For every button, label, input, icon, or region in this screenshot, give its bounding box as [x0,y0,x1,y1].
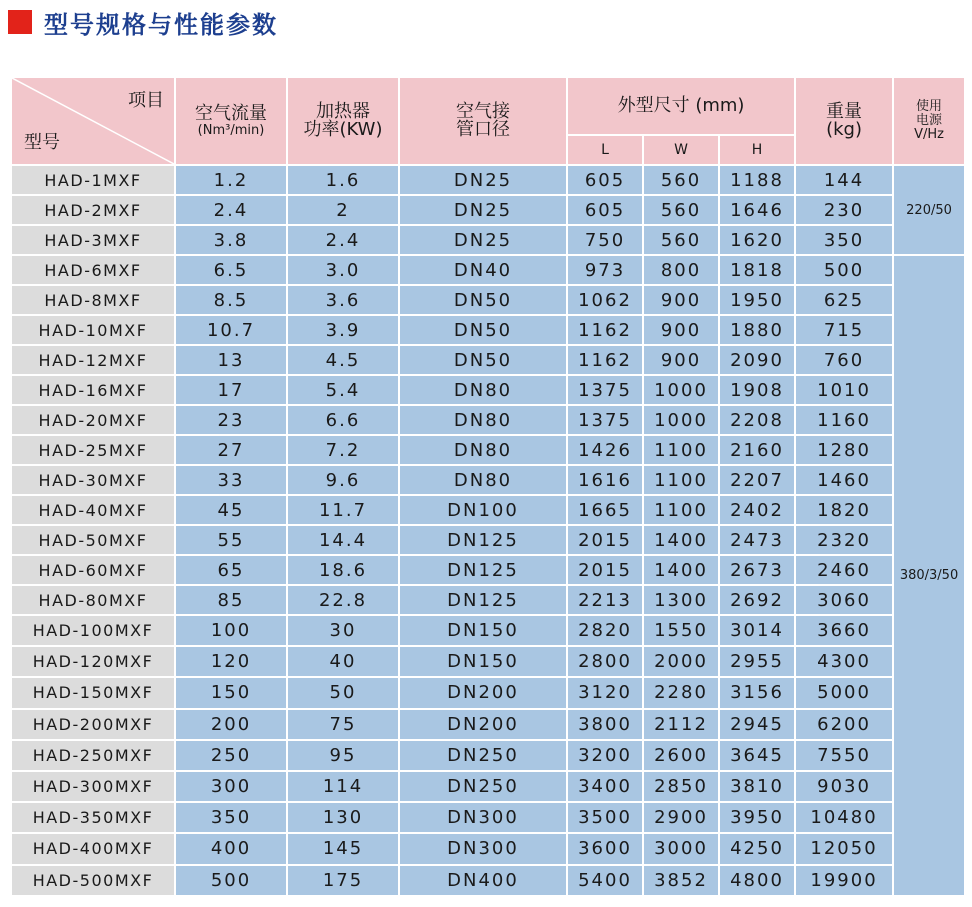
power-cell: 18.6 [288,556,398,584]
airflow-cell: 17 [176,376,286,404]
length-cell: 1375 [568,376,642,404]
height-cell: 3810 [720,772,794,801]
length-cell: 1665 [568,496,642,524]
height-cell: 2945 [720,710,794,739]
model-cell: HAD-100MXF [12,616,174,645]
pipe-cell: DN25 [400,196,566,224]
model-cell: HAD-25MXF [12,436,174,464]
length-cell: 750 [568,226,642,254]
table-row [12,256,964,284]
weight-cell: 5000 [796,678,892,707]
weight-cell: 10480 [796,803,892,832]
power-cell: 3.0 [288,256,398,284]
airflow-cell: 10.7 [176,316,286,344]
model-cell: HAD-250MXF [12,741,174,770]
pipe-cell: DN125 [400,526,566,554]
width-cell: 1300 [644,586,718,614]
table-row [12,196,964,224]
height-cell: 1908 [720,376,794,404]
width-cell: 560 [644,166,718,194]
width-cell: 1550 [644,616,718,645]
header-heater-line2: 功率(KW) [303,119,383,140]
pipe-cell: DN250 [400,741,566,770]
weight-cell: 2460 [796,556,892,584]
model-cell: HAD-80MXF [12,586,174,614]
length-cell: 3400 [568,772,642,801]
power-cell: 1.6 [288,166,398,194]
table-row [12,866,964,895]
pipe-cell: DN150 [400,647,566,676]
power-cell: 3.9 [288,316,398,344]
header-dim-l: L [568,136,642,164]
header-item: 项目 [128,90,164,111]
length-cell: 2820 [568,616,642,645]
table-row [12,647,964,676]
weight-cell: 9030 [796,772,892,801]
width-cell: 3000 [644,834,718,863]
pipe-cell: DN300 [400,803,566,832]
height-cell: 2673 [720,556,794,584]
table-row [12,710,964,739]
height-cell: 3645 [720,741,794,770]
table-row [12,556,964,584]
weight-cell: 4300 [796,647,892,676]
length-cell: 1426 [568,436,642,464]
width-cell: 2900 [644,803,718,832]
model-cell: HAD-10MXF [12,316,174,344]
model-cell: HAD-12MXF [12,346,174,374]
length-cell: 3600 [568,834,642,863]
table-row [12,616,964,645]
model-cell: HAD-150MXF [12,678,174,707]
header-pipe-line1: 空气接 [456,101,510,122]
width-cell: 800 [644,256,718,284]
table-row [12,286,964,314]
table-row [12,346,964,374]
pipe-cell: DN80 [400,466,566,494]
pipe-cell: DN125 [400,586,566,614]
weight-cell: 3660 [796,616,892,645]
header-dim-h: H [720,136,794,164]
header-airflow-unit: (Nm³/min) [197,122,265,138]
pipe-cell: DN80 [400,376,566,404]
airflow-cell: 85 [176,586,286,614]
power-cell: 95 [288,741,398,770]
length-cell: 5400 [568,866,642,895]
header-airflow-label: 空气流量 [195,102,267,124]
height-cell: 2208 [720,406,794,434]
section-title: 型号规格与性能参数 [44,10,278,39]
power-cell: 75 [288,710,398,739]
width-cell: 2850 [644,772,718,801]
model-cell: HAD-30MXF [12,466,174,494]
pipe-cell: DN50 [400,346,566,374]
airflow-cell: 150 [176,678,286,707]
length-cell: 1162 [568,346,642,374]
weight-cell: 7550 [796,741,892,770]
power-cell: 114 [288,772,398,801]
power-cell: 175 [288,866,398,895]
pipe-cell: DN200 [400,710,566,739]
airflow-cell: 1.2 [176,166,286,194]
pipe-cell: DN80 [400,436,566,464]
airflow-cell: 65 [176,556,286,584]
height-cell: 2692 [720,586,794,614]
weight-cell: 2320 [796,526,892,554]
header-weight-label: 重量 [826,101,863,122]
width-cell: 1100 [644,466,718,494]
airflow-cell: 23 [176,406,286,434]
airflow-cell: 250 [176,741,286,770]
table-row [12,466,964,494]
airflow-cell: 120 [176,647,286,676]
table-row [12,678,964,707]
width-cell: 900 [644,286,718,314]
weight-cell: 1280 [796,436,892,464]
height-cell: 4800 [720,866,794,895]
height-cell: 2955 [720,647,794,676]
width-cell: 1400 [644,556,718,584]
airflow-cell: 350 [176,803,286,832]
header-dimensions: 外型尺寸 (mm) [568,78,794,134]
weight-cell: 1010 [796,376,892,404]
model-cell: HAD-20MXF [12,406,174,434]
width-cell: 560 [644,226,718,254]
airflow-cell: 13 [176,346,286,374]
power-cell: 50 [288,678,398,707]
model-cell: HAD-400MXF [12,834,174,863]
pipe-cell: DN25 [400,226,566,254]
section-header [8,5,278,39]
height-cell: 4250 [720,834,794,863]
power-cell: 3.6 [288,286,398,314]
power-cell: 2 [288,196,398,224]
header-power-line2: 电源 [916,113,943,128]
pipe-cell: DN125 [400,556,566,584]
model-cell: HAD-3MXF [12,226,174,254]
header-heater-power [288,78,398,164]
table-row [12,741,964,770]
length-cell: 1616 [568,466,642,494]
width-cell: 1000 [644,376,718,404]
weight-cell: 144 [796,166,892,194]
model-cell: HAD-350MXF [12,803,174,832]
pipe-cell: DN25 [400,166,566,194]
power-cell: 11.7 [288,496,398,524]
table-row [12,496,964,524]
weight-cell: 350 [796,226,892,254]
table-row [12,166,964,194]
height-cell: 1188 [720,166,794,194]
pipe-cell: DN150 [400,616,566,645]
power-cell: 30 [288,616,398,645]
power-cell: 7.2 [288,436,398,464]
width-cell: 1100 [644,436,718,464]
pipe-cell: DN200 [400,678,566,707]
header-model: 型号 [24,132,60,153]
length-cell: 2213 [568,586,642,614]
height-cell: 1818 [720,256,794,284]
header-power-line1: 使用 [916,99,943,114]
table-row [12,772,964,801]
header-heater-line1: 加热器 [316,101,370,122]
length-cell: 1062 [568,286,642,314]
length-cell: 2015 [568,556,642,584]
power-cell: 130 [288,803,398,832]
airflow-cell: 45 [176,496,286,524]
model-cell: HAD-6MXF [12,256,174,284]
model-cell: HAD-60MXF [12,556,174,584]
model-cell: HAD-50MXF [12,526,174,554]
table-row [12,834,964,863]
height-cell: 3950 [720,803,794,832]
header-pipe-diameter [400,78,566,164]
airflow-cell: 500 [176,866,286,895]
width-cell: 2280 [644,678,718,707]
model-cell: HAD-40MXF [12,496,174,524]
power-cell: 22.8 [288,586,398,614]
power-cell: 14.4 [288,526,398,554]
height-cell: 2207 [720,466,794,494]
pipe-cell: DN400 [400,866,566,895]
model-cell: HAD-300MXF [12,772,174,801]
height-cell: 1646 [720,196,794,224]
height-cell: 2473 [720,526,794,554]
airflow-cell: 55 [176,526,286,554]
power-cell: 5.4 [288,376,398,404]
length-cell: 3120 [568,678,642,707]
weight-cell: 3060 [796,586,892,614]
length-cell: 2015 [568,526,642,554]
table-row [12,586,964,614]
header-weight-unit: (kg) [826,119,862,140]
power-cell: 145 [288,834,398,863]
width-cell: 1400 [644,526,718,554]
airflow-cell: 6.5 [176,256,286,284]
power-cell: 2.4 [288,226,398,254]
model-cell: HAD-1MXF [12,166,174,194]
table-row [12,226,964,254]
airflow-cell: 400 [176,834,286,863]
header-power-line3: V/Hz [914,127,944,142]
pipe-cell: DN100 [400,496,566,524]
header-power-supply [894,78,964,164]
weight-cell: 625 [796,286,892,314]
height-cell: 3014 [720,616,794,645]
voltage-cell: 380/3/50 [894,256,964,895]
pipe-cell: DN50 [400,316,566,344]
length-cell: 1375 [568,406,642,434]
weight-cell: 19900 [796,866,892,895]
power-cell: 6.6 [288,406,398,434]
height-cell: 2160 [720,436,794,464]
weight-cell: 1460 [796,466,892,494]
height-cell: 1880 [720,316,794,344]
pipe-cell: DN80 [400,406,566,434]
model-cell: HAD-500MXF [12,866,174,895]
airflow-cell: 100 [176,616,286,645]
length-cell: 3500 [568,803,642,832]
length-cell: 1162 [568,316,642,344]
table-row [12,526,964,554]
height-cell: 2402 [720,496,794,524]
airflow-cell: 3.8 [176,226,286,254]
airflow-cell: 2.4 [176,196,286,224]
voltage-cell: 220/50 [894,166,964,254]
header-pipe-line2: 管口径 [456,119,510,140]
length-cell: 605 [568,166,642,194]
width-cell: 2000 [644,647,718,676]
power-cell: 40 [288,647,398,676]
airflow-cell: 300 [176,772,286,801]
weight-cell: 230 [796,196,892,224]
width-cell: 2112 [644,710,718,739]
weight-cell: 6200 [796,710,892,739]
airflow-cell: 33 [176,466,286,494]
weight-cell: 500 [796,256,892,284]
spec-table-body [12,166,964,895]
model-cell: HAD-120MXF [12,647,174,676]
height-cell: 3156 [720,678,794,707]
pipe-cell: DN250 [400,772,566,801]
weight-cell: 715 [796,316,892,344]
width-cell: 900 [644,316,718,344]
model-cell: HAD-200MXF [12,710,174,739]
header-airflow [176,78,286,164]
model-cell: HAD-8MXF [12,286,174,314]
table-row [12,406,964,434]
pipe-cell: DN50 [400,286,566,314]
height-cell: 1950 [720,286,794,314]
header-weight [796,78,892,164]
width-cell: 560 [644,196,718,224]
weight-cell: 1160 [796,406,892,434]
pipe-cell: DN40 [400,256,566,284]
width-cell: 900 [644,346,718,374]
power-cell: 4.5 [288,346,398,374]
power-cell: 9.6 [288,466,398,494]
corner-header-cell [12,78,174,164]
height-cell: 2090 [720,346,794,374]
spec-table [10,76,966,897]
length-cell: 973 [568,256,642,284]
airflow-cell: 27 [176,436,286,464]
width-cell: 3852 [644,866,718,895]
table-row [12,376,964,404]
length-cell: 2800 [568,647,642,676]
model-cell: HAD-2MXF [12,196,174,224]
width-cell: 1000 [644,406,718,434]
weight-cell: 1820 [796,496,892,524]
weight-cell: 12050 [796,834,892,863]
table-row [12,316,964,344]
airflow-cell: 8.5 [176,286,286,314]
pipe-cell: DN300 [400,834,566,863]
title-marker-square [8,10,32,34]
header-dim-w: W [644,136,718,164]
model-cell: HAD-16MXF [12,376,174,404]
height-cell: 1620 [720,226,794,254]
width-cell: 1100 [644,496,718,524]
width-cell: 2600 [644,741,718,770]
airflow-cell: 200 [176,710,286,739]
weight-cell: 760 [796,346,892,374]
table-row [12,436,964,464]
length-cell: 3800 [568,710,642,739]
length-cell: 605 [568,196,642,224]
length-cell: 3200 [568,741,642,770]
table-row [12,803,964,832]
